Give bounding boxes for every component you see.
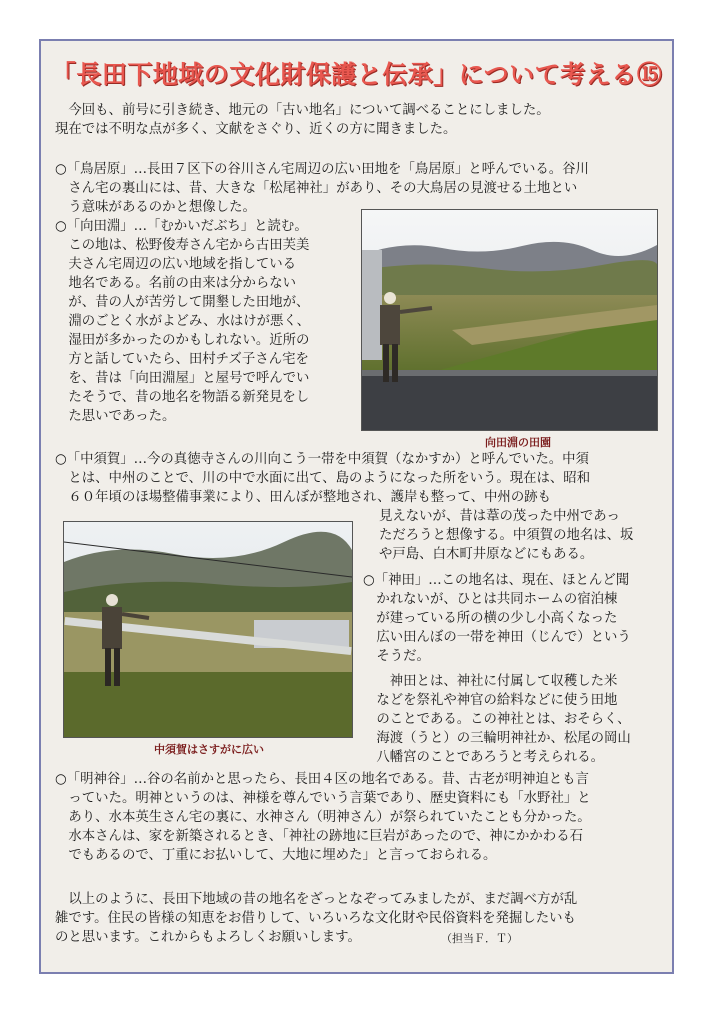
torihara-line: ○「鳥居原」…長田７区下の谷川さん宅周辺の広い田地を「鳥居原」と呼んでいる。谷川 bbox=[55, 162, 589, 177]
mukaidabuchi-line: この地は、松野俊寿さん宅から古田芙美 bbox=[55, 238, 310, 253]
closing-line: 以上のように、長田下地域の昔の地名をざっとなぞってみましたが、まだ調べ方が乱 bbox=[55, 892, 578, 907]
photo-mukaidabuchi-fields bbox=[361, 209, 658, 431]
jinden-line: 八幡宮のことであろうと考えられる。 bbox=[363, 750, 605, 765]
mukaidabuchi-line: を、昔は「向田淵屋」と屋号で呼んでい bbox=[55, 371, 310, 386]
nakasuka-right-line: 見えないが、昔は葦の茂った中州であっ bbox=[379, 509, 620, 524]
nakasuka-line: ６０年頃のほ場整備事業により、田んぼが整地され、護岸も整って、中州の跡も bbox=[55, 490, 551, 505]
torihara-line: う意味があるのかと想像した。 bbox=[55, 200, 256, 215]
jinden-line: 神田とは、神社に付属して収穫した米 bbox=[363, 674, 618, 689]
intro-line: 現在では不明な点が多く、文献をさぐり、近くの方に聞きました。 bbox=[55, 122, 457, 137]
jinden-line: かれないが、ひとは共同ホームの宿泊棟 bbox=[363, 592, 618, 607]
nakasuka-line: ○「中須賀」…今の真徳寺さんの川向こう一帯を中須賀（なかすか）と呼んでいた。中須 bbox=[55, 452, 589, 467]
nakasuka-right-line: ただろうと想像する。中須賀の地名は、坂 bbox=[379, 528, 634, 543]
jinden-line: 海渡（うと）の三輪明神社か、松尾の岡山 bbox=[363, 731, 631, 746]
intro-line: 今回も、前号に引き続き、地元の「古い地名」について調べることにしました。 bbox=[55, 103, 550, 118]
mukaidabuchi-line: 地名である。名前の由来は分からない bbox=[55, 276, 297, 291]
jinden-line: が建っている所の横の少し小高くなった bbox=[363, 611, 618, 626]
mukaidabuchi-line: た思いであった。 bbox=[55, 409, 176, 424]
nakasuka-right-line: や戸島、白木町井原などにもある。 bbox=[379, 547, 594, 562]
mukaidabuchi-line: 淵のごとく水がよどみ、水はけが悪く、 bbox=[55, 314, 310, 329]
myojindani-line: あり、水本英生さん宅の裏に、水神さん（明神さん）が祭られていたことも分かった。 bbox=[55, 810, 591, 825]
mukaidabuchi-line: ○「向田淵」…「むかいだぶち」と読む。 bbox=[55, 219, 308, 234]
jinden-line: ○「神田」…この地名は、現在、ほとんど聞 bbox=[363, 573, 630, 588]
mukaidabuchi-line: たそうで、昔の地名を物語る新発見をし bbox=[55, 390, 310, 405]
photo1-caption: 向田淵の田園 bbox=[485, 436, 551, 449]
signature: （担当Ｆ．Ｔ） bbox=[441, 932, 518, 945]
myojindani-line: っていた。明神というのは、神様を尊んでいう言葉であり、歴史資料にも「水野社」と bbox=[55, 791, 591, 806]
jinden-line: そうだ。 bbox=[363, 649, 430, 664]
jinden-line: などを祭礼や神官の給料などに使う田地 bbox=[363, 693, 618, 708]
landscape-photo-1 bbox=[362, 210, 657, 430]
landscape-photo-2 bbox=[64, 522, 352, 737]
jinden-line: 広い田んぼの一帯を神田（じんで）という bbox=[363, 630, 631, 645]
mukaidabuchi-line: 夫さん宅周辺の広い地域を指している bbox=[55, 257, 297, 272]
mukaidabuchi-line: が、昔の人が苦労して開墾した田地が、 bbox=[55, 295, 310, 310]
jinden-line: のことである。この神社とは、おそらく、 bbox=[363, 712, 631, 727]
photo-nakasuka-plain bbox=[63, 521, 353, 738]
newsletter-frame bbox=[39, 39, 674, 974]
mukaidabuchi-line: 方と話していたら、田村チズ子さん宅を bbox=[55, 352, 309, 367]
nakasuka-line: とは、中州のことで、川の中で水面に出て、島のようになった所をいう。現在は、昭和 bbox=[55, 471, 591, 486]
mukaidabuchi-line: 湿田が多かったのかもしれない。近所の bbox=[55, 333, 310, 348]
myojindani-line: ○「明神谷」…谷の名前かと思ったら、長田４区の地名である。昔、古老が明神迫とも言 bbox=[55, 772, 589, 787]
myojindani-line: 水本さんは、家を新築されるとき、「神社の跡地に巨岩があったので、神にかかわる石 bbox=[55, 829, 583, 844]
page-title: 「長田下地域の文化財保護と伝承」について考える⑮ bbox=[50, 60, 663, 89]
closing-line: 雑です。住民の皆様の知恵をお借りして、いろいろな文化財や民俗資料を発掘したいも bbox=[55, 911, 576, 926]
photo2-caption: 中須賀はさすがに広い bbox=[154, 743, 264, 756]
closing-line: のと思います。これからもよろしくお願いします。 bbox=[55, 930, 361, 945]
torihara-line: さん宅の裏山には、昔、大きな「松尾神社」があり、その大鳥居の見渡せる土地とい bbox=[55, 181, 578, 196]
myojindani-line: でもあるので、丁重にお払いして、大地に埋めた」と言っておられる。 bbox=[55, 848, 497, 863]
